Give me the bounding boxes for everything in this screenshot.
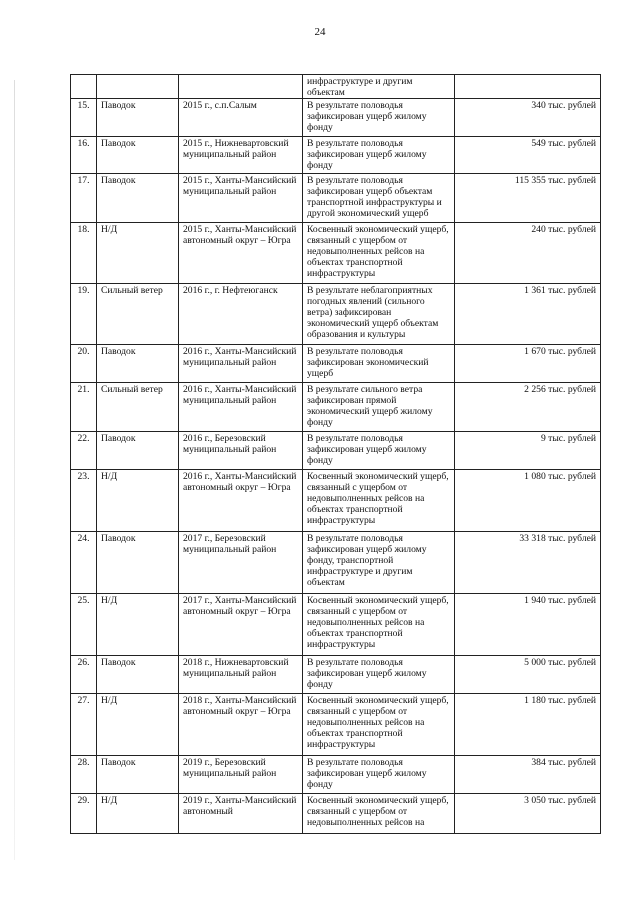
table-row [71, 75, 601, 99]
event-description: В результате половодья зафиксирован ущерб жилому фонду [303, 99, 455, 137]
row-number: 23. [71, 470, 97, 532]
event-type: Паводок [97, 99, 179, 137]
event-place [179, 75, 303, 99]
table-row [71, 656, 601, 694]
row-number: 18. [71, 223, 97, 284]
row-number: 16. [71, 137, 97, 174]
damage-amount: 5 000 тыс. рублей [455, 656, 601, 694]
event-place: 2016 г., Ханты-Мансийский муниципальный район [179, 345, 303, 383]
event-description: инфраструктуре и другим объектам [303, 75, 455, 99]
event-description: В результате половодья зафиксирован ущерб жилому фонду [303, 656, 455, 694]
event-place: 2015 г., Ханты-Мансийский муниципальный район [179, 174, 303, 223]
damage-amount: 3 050 тыс. рублей [455, 794, 601, 834]
row-number: 20. [71, 345, 97, 383]
event-description: В результате половодья зафиксирован ущерб жилому фонду [303, 137, 455, 174]
damage-amount [455, 75, 601, 99]
damage-amount: 9 тыс. рублей [455, 432, 601, 470]
damage-table [70, 74, 601, 834]
event-place: 2017 г., Ханты-Мансийский автономный округ – Югра [179, 594, 303, 656]
event-type: Паводок [97, 656, 179, 694]
table-row [71, 532, 601, 594]
damage-amount: 340 тыс. рублей [455, 99, 601, 137]
table-row [71, 223, 601, 284]
event-type: Сильный ветер [97, 383, 179, 432]
table-row [71, 756, 601, 794]
event-place: 2017 г., Березовский муниципальный район [179, 532, 303, 594]
event-description: Косвенный экономический ущерб, связанный с ущербом от недовыполненных рейсов на объектах транспортной инфраструктуры [303, 694, 455, 756]
event-type [97, 75, 179, 99]
row-number: 19. [71, 284, 97, 345]
damage-amount: 115 355 тыс. рублей [455, 174, 601, 223]
damage-amount: 549 тыс. рублей [455, 137, 601, 174]
table-row [71, 432, 601, 470]
scan-edge-shadow [14, 80, 15, 860]
row-number: 28. [71, 756, 97, 794]
event-place: 2016 г., Ханты-Мансийский муниципальный район [179, 383, 303, 432]
damage-amount: 1 670 тыс. рублей [455, 345, 601, 383]
event-type: Н/Д [97, 694, 179, 756]
event-description: В результате половодья зафиксирован ущерб жилому фонду, транспортной инфраструктуре и другим объектам [303, 532, 455, 594]
event-place: 2015 г., Ханты-Мансийский автономный округ – Югра [179, 223, 303, 284]
event-place: 2019 г., Березовский муниципальный район [179, 756, 303, 794]
event-type: Паводок [97, 756, 179, 794]
event-description: В результате половодья зафиксирован ущерб жилому фонду [303, 432, 455, 470]
table-row [71, 174, 601, 223]
event-description: В результате половодья зафиксирован ущерб объектам транспортной инфраструктуры и другой экономический ущерб [303, 174, 455, 223]
event-type: Паводок [97, 532, 179, 594]
event-type: Паводок [97, 432, 179, 470]
damage-amount: 1 940 тыс. рублей [455, 594, 601, 656]
row-number: 17. [71, 174, 97, 223]
event-place: 2015 г., с.п.Салым [179, 99, 303, 137]
table-row [71, 284, 601, 345]
event-place: 2016 г., Березовский муниципальный район [179, 432, 303, 470]
damage-amount: 33 318 тыс. рублей [455, 532, 601, 594]
table-row [71, 794, 601, 834]
event-description: В результате неблагоприятных погодных явлений (сильного ветра) зафиксирован экономический ущерб объектам образования и культуры [303, 284, 455, 345]
row-number: 15. [71, 99, 97, 137]
event-description: В результате половодья зафиксирован ущерб жилому фонду [303, 756, 455, 794]
table-row [71, 137, 601, 174]
event-place: 2018 г., Ханты-Мансийский автономный округ – Югра [179, 694, 303, 756]
table-row [71, 470, 601, 532]
damage-amount: 1 361 тыс. рублей [455, 284, 601, 345]
table-row [71, 594, 601, 656]
row-number: 27. [71, 694, 97, 756]
row-number: 22. [71, 432, 97, 470]
event-description: Косвенный экономический ущерб, связанный с ущербом от недовыполненных рейсов на [303, 794, 455, 834]
event-type: Паводок [97, 174, 179, 223]
event-description: Косвенный экономический ущерб, связанный с ущербом от недовыполненных рейсов на объектах транспортной инфраструктуры [303, 470, 455, 532]
event-type: Н/Д [97, 223, 179, 284]
table-row [71, 694, 601, 756]
row-number: 21. [71, 383, 97, 432]
page-number: 24 [314, 26, 326, 38]
event-description: Косвенный экономический ущерб, связанный с ущербом от недовыполненных рейсов на объектах транспортной инфраструктуры [303, 223, 455, 284]
row-number: 29. [71, 794, 97, 834]
table-row [71, 345, 601, 383]
damage-amount: 1 180 тыс. рублей [455, 694, 601, 756]
event-place: 2016 г., Ханты-Мансийский автономный округ – Югра [179, 470, 303, 532]
event-place: 2019 г., Ханты-Мансийский автономный [179, 794, 303, 834]
event-type: Н/Д [97, 594, 179, 656]
table-row [71, 383, 601, 432]
event-type: Паводок [97, 345, 179, 383]
table-row [71, 99, 601, 137]
event-description: В результате половодья зафиксирован экономический ущерб [303, 345, 455, 383]
row-number: 25. [71, 594, 97, 656]
event-place: 2016 г., г. Нефтеюганск [179, 284, 303, 345]
damage-amount: 240 тыс. рублей [455, 223, 601, 284]
event-type: Паводок [97, 137, 179, 174]
row-number: 24. [71, 532, 97, 594]
damage-amount: 384 тыс. рублей [455, 756, 601, 794]
event-description: Косвенный экономический ущерб, связанный с ущербом от недовыполненных рейсов на объектах транспортной инфраструктуры [303, 594, 455, 656]
row-number [71, 75, 97, 99]
damage-amount: 2 256 тыс. рублей [455, 383, 601, 432]
event-description: В результате сильного ветра зафиксирован прямой экономический ущерб жилому фонду [303, 383, 455, 432]
event-type: Н/Д [97, 470, 179, 532]
damage-amount: 1 080 тыс. рублей [455, 470, 601, 532]
event-type: Сильный ветер [97, 284, 179, 345]
event-place: 2015 г., Нижневартовский муниципальный район [179, 137, 303, 174]
event-type: Н/Д [97, 794, 179, 834]
row-number: 26. [71, 656, 97, 694]
event-place: 2018 г., Нижневартовский муниципальный район [179, 656, 303, 694]
